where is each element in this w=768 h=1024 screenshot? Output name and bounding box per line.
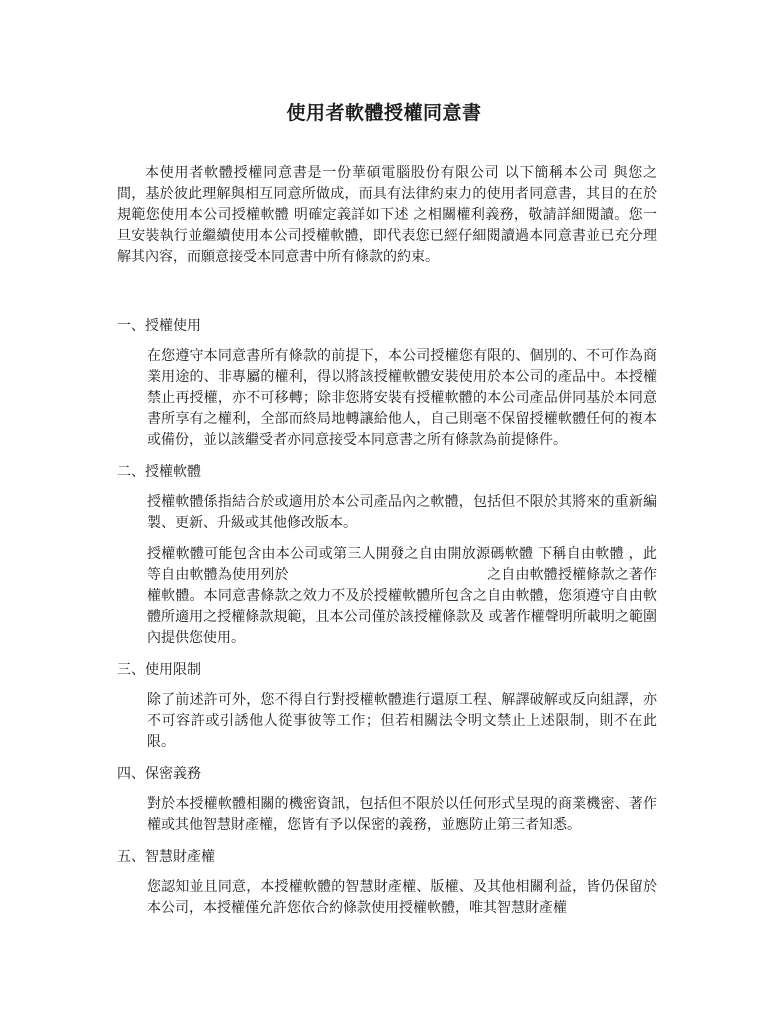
section-intellectual-property bbox=[117, 847, 657, 919]
section-heading: 三、使用限制 bbox=[117, 662, 201, 678]
document-title: 使用者軟體授權同意書 bbox=[286, 102, 482, 124]
section-confidentiality bbox=[117, 764, 657, 836]
sections-container bbox=[117, 316, 657, 930]
section-license-grant bbox=[117, 316, 657, 451]
section-heading: 五、智慧財產權 bbox=[117, 849, 215, 865]
section-paragraph: 除了前述許可外，您不得自行對授權軟體進行還原工程、解譯破解或反向組譯，亦不可容許或引誘他人從事彼等工作；但若相關法令明文禁止上述限制，則不在此限。 bbox=[147, 692, 657, 750]
section-paragraph: 對於本授權軟體相關的機密資訊，包括但不限於以任何形式呈現的商業機密、著作權或其他智慧財產權，您皆有予以保密的義務，並應防止第三者知悉。 bbox=[147, 796, 657, 833]
section-heading: 四、保密義務 bbox=[117, 766, 201, 782]
section-heading: 一、授權使用 bbox=[117, 318, 201, 334]
section-licensed-software bbox=[117, 462, 657, 649]
intro-paragraph: 本使用者軟體授權同意書是一份華碩電腦股份有限公司 以下簡稱本公司 與您之間，基於彼此理解與相互同意所做成，而具有法律約束力的使用者同意書，其目的在於規範您使用本公司授權軟體 明確定義詳如下述 之相關權利義務，敬請詳細閱讀。您一旦安裝執行並繼續使用本公司授權軟體，即代表您已經仔細閱讀過本同意書並已充分理解其內容，而願意接受本同意書中所有條款的約束。 bbox=[117, 165, 657, 265]
section-paragraph: 在您遵守本同意書所有條款的前提下，本公司授權您有限的、個別的、不可作為商業用途的、非專屬的權利，得以將該授權軟體安裝使用於本公司的產品中。本授權禁止再授權，亦不可移轉；除非您將安裝有授權軟體的本公司產品併同基於本同意書所享有之權利，全部而終局地轉讓給他人，自己則毫不保留授權軟體任何的複本或備份，並以該繼受者亦同意接受本同意書之所有條款為前提條件。 bbox=[147, 348, 657, 448]
section-usage-restrictions bbox=[117, 660, 657, 753]
section-heading: 二、授權軟體 bbox=[117, 464, 201, 480]
section-paragraph: 授權軟體可能包含由本公司或第三人開發之自由開放源碼軟體 下稱自由軟體 ，此等自由軟體為使用列於 之自由軟體授權條款之著作權軟體。本同意書條款之效力不及於授權軟體所包含之自由軟體，您須遵守自由軟體所適用之授權條款規範，且本公司僅於該授權條款及 或著作權聲明所載明之範圍內提供您使用。 bbox=[147, 546, 657, 646]
section-paragraph: 授權軟體係指結合於或適用於本公司產品內之軟體，包括但不限於其將來的重新編製、更新、升級或其他修改版本。 bbox=[147, 494, 657, 531]
section-paragraph: 您認知並且同意，本授權軟體的智慧財產權、版權、及其他相關利益，皆仍保留於本公司，本授權僅允許您依合約條款使用授權軟體，唯其智慧財產權 bbox=[147, 879, 657, 916]
